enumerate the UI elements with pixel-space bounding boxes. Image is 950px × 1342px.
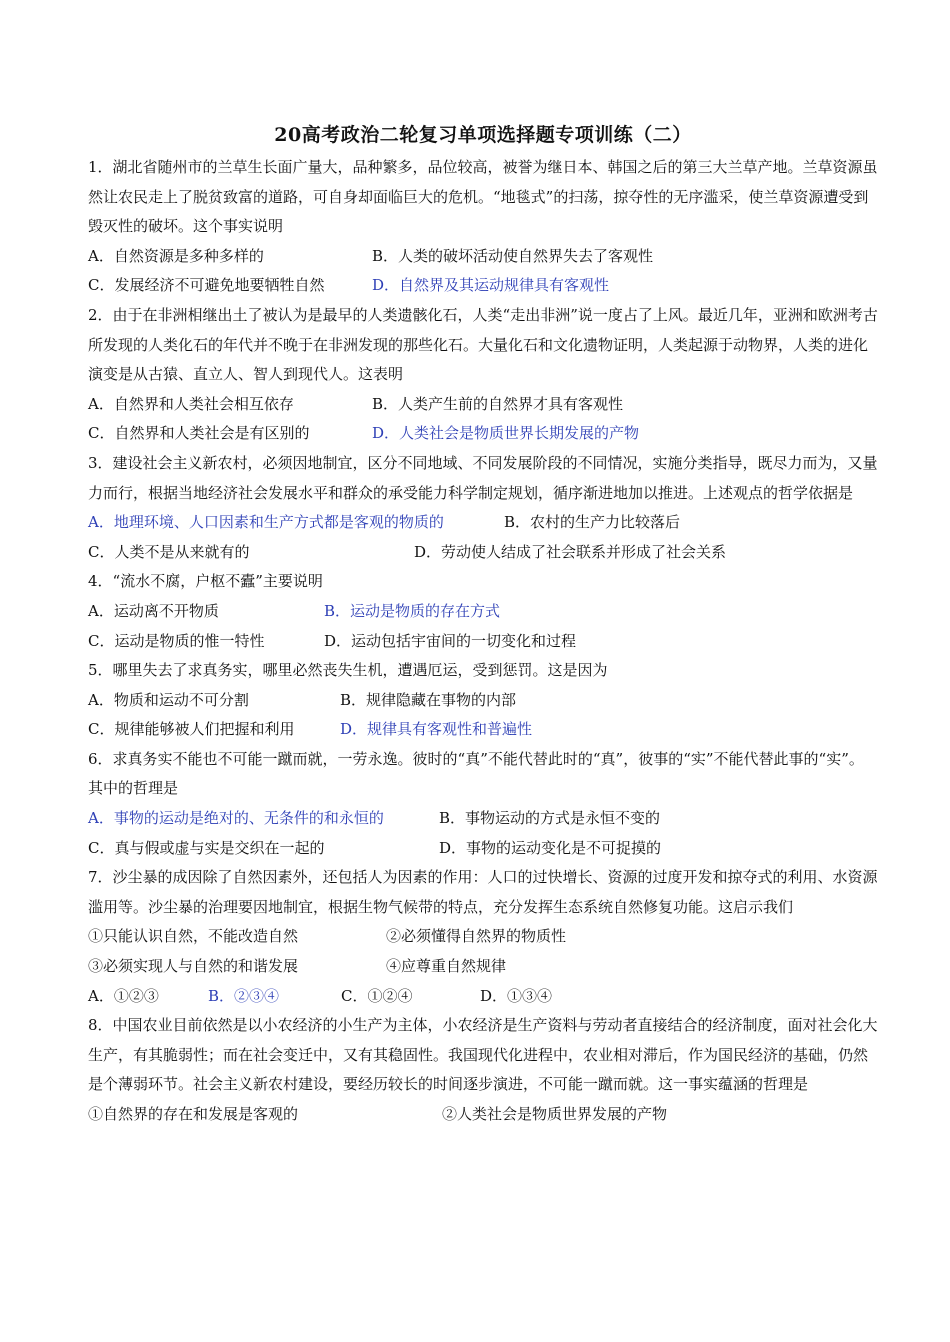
question-3-stem: 3．建设社会主义新农村，必须因地制宜，区分不同地域、不同发展阶段的不同情况，实施分类指导，既尽力而为，又量力而行，根据当地经济社会发展水平和群众的承受能力科学制定规划，循序渐进地加以推进。上述观点的哲学依据是 xyxy=(88,453,878,502)
question-7-option-b: B．②③④ xyxy=(208,986,280,1005)
question-5-option-b: B．规律隐藏在事物的内部 xyxy=(340,690,517,709)
question-6-options-row2 xyxy=(88,834,878,864)
question-2-option-d: D．人类社会是物质世界长期发展的产物 xyxy=(372,424,640,443)
question-7-items-row2 xyxy=(88,952,878,982)
question-8-items-row1 xyxy=(88,1100,878,1130)
question-5-option-c: C．规律能够被人们把握和利用 xyxy=(88,720,295,739)
question-5-stem: 5．哪里失去了求真务实，哪里必然丧失生机，遭遇厄运，受到惩罚。这是因为 xyxy=(88,661,608,680)
question-2-options-row1 xyxy=(88,390,878,420)
question-2-option-c: C．自然界和人类社会是有区别的 xyxy=(88,424,310,443)
question-5-options-row2 xyxy=(88,715,878,745)
question-6-option-a: A．事物的运动是绝对的、无条件的和永恒的 xyxy=(88,809,384,828)
document-page xyxy=(88,120,878,1130)
question-5-options-row1 xyxy=(88,686,878,716)
question-3-option-b: B．农村的生产力比较落后 xyxy=(504,513,681,532)
question-1-options-row1 xyxy=(88,242,878,272)
question-6-options-row1 xyxy=(88,804,878,834)
question-6-option-b: B．事物运动的方式是永恒不变的 xyxy=(439,809,661,828)
question-2-options-row2 xyxy=(88,419,878,449)
question-8-item-2: ②人类社会是物质世界发展的产物 xyxy=(442,1105,668,1123)
question-2-option-b: B．人类产生前的自然界才具有客观性 xyxy=(372,394,624,413)
question-4-option-b: B．运动是物质的存在方式 xyxy=(324,601,501,620)
question-3-options-row2 xyxy=(88,538,878,568)
question-7-items-row1 xyxy=(88,922,878,952)
question-7-options-row xyxy=(88,982,878,1012)
question-5-option-a: A．物质和运动不可分割 xyxy=(88,690,249,709)
question-8-item-1: ①自然界的存在和发展是客观的 xyxy=(88,1105,299,1123)
question-4-stem: 4．“流水不腐，户枢不蠹”主要说明 xyxy=(88,572,323,591)
question-5-option-d: D．规律具有客观性和普遍性 xyxy=(340,720,533,739)
question-6-option-d: D．事物的运动变化是不可捉摸的 xyxy=(439,838,662,857)
question-7-option-c: C．①②④ xyxy=(341,986,413,1005)
question-1-option-c: C．发展经济不可避免地要牺牲自然 xyxy=(88,276,325,295)
question-1-option-a: A．自然资源是多种多样的 xyxy=(88,246,264,265)
question-3-option-c: C．人类不是从来就有的 xyxy=(88,542,250,561)
page-title: 20高考政治二轮复习单项选择题专项训练（二） xyxy=(274,124,692,146)
question-7-item-3: ③必须实现人与自然的和谐发展 xyxy=(88,957,299,976)
question-2-option-a: A．自然界和人类社会相互依存 xyxy=(88,394,294,413)
question-7-item-4: ④应尊重自然规律 xyxy=(386,957,507,976)
question-1-option-d: D．自然界及其运动规律具有客观性 xyxy=(372,276,610,295)
question-7-stem: 7．沙尘暴的成因除了自然因素外，还包括人为因素的作用：人口的过快增长、资源的过度开发和掠夺式的利用、水资源滥用等。沙尘暴的治理要因地制宜，根据生物气候带的特点，充分发挥生态系统自然修复功能。这启示我们 xyxy=(88,868,878,916)
question-1-option-b: B．人类的破坏活动使自然界失去了客观性 xyxy=(372,246,654,265)
question-4-option-d: D．运动包括宇宙间的一切变化和过程 xyxy=(324,631,577,650)
question-7-option-d: D．①③④ xyxy=(480,986,553,1005)
question-6-stem: 6．求真务实不能也不可能一蹴而就，一劳永逸。彼时的“真”不能代替此时的“真”，彼事的“实”不能代替此事的“实”。其中的哲理是 xyxy=(88,749,864,798)
question-4-options-row2 xyxy=(88,627,878,657)
question-1-options-row2 xyxy=(88,271,878,301)
question-3-options-row1 xyxy=(88,508,878,538)
question-7-option-a: A．①②③ xyxy=(88,986,159,1005)
question-3-option-d: D．劳动使人结成了社会联系并形成了社会关系 xyxy=(414,542,727,561)
question-8-stem: 8．中国农业目前依然是以小农经济的小生产为主体，小农经济是生产资料与劳动者直接结合的经济制度，面对社会化大生产，有其脆弱性；而在社会变迁中，又有其稳固性。我国现代化进程中，农业相对滞后，作为国民经济的基础，仍然是个薄弱环节。社会主义新农村建设，要经历较长的时间逐步演进，不可能一蹴而就。这一事实蕴涵的哲理是 xyxy=(88,1016,878,1094)
question-3-option-a: A．地理环境、人口因素和生产方式都是客观的物质的 xyxy=(88,513,444,532)
question-4-options-row1 xyxy=(88,597,878,627)
question-1-stem: 1．湖北省随州市的兰草生长面广量大，品种繁多，品位较高，被誉为继日本、韩国之后的第三大兰草产地。兰草资源虽然让农民走上了脱贫致富的道路，可自身却面临巨大的危机。“地毯式”的扫荡，掠夺性的无序滥采，使兰草资源遭受到毁灭性的破坏。这个事实说明 xyxy=(88,158,878,236)
question-2-stem: 2．由于在非洲相继出土了被认为是最早的人类遗骸化石，人类“走出非洲”说一度占了上风。最近几年，亚洲和欧洲考古所发现的人类化石的年代并不晚于在非洲发现的那些化石。大量化石和文化遗物证明，人类起源于动物界，人类的进化演变是从古猿、直立人、智人到现代人。这表明 xyxy=(88,305,878,384)
question-6-option-c: C．真与假或虚与实是交织在一起的 xyxy=(88,838,325,857)
question-4-option-c: C．运动是物质的惟一特性 xyxy=(88,631,265,650)
question-7-item-2: ②必须懂得自然界的物质性 xyxy=(386,927,567,946)
question-7-item-1: ①只能认识自然，不能改造自然 xyxy=(88,927,299,946)
question-4-option-a: A．运动离不开物质 xyxy=(88,601,219,620)
